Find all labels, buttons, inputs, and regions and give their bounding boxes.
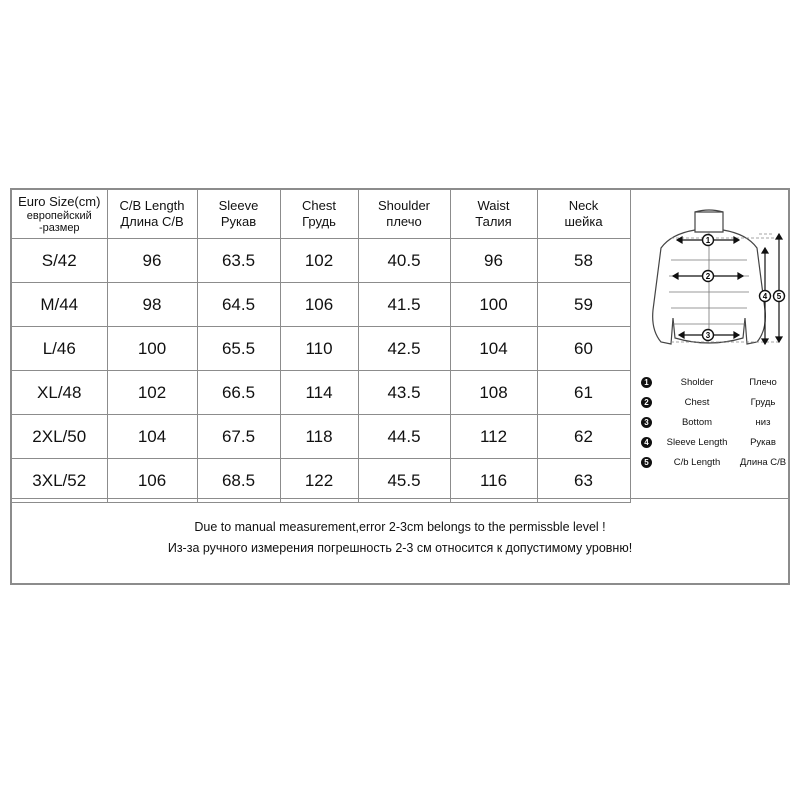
note-en: Due to manual measurement,error 2-3cm belongs to the permissble level ! [194,520,606,534]
chest-cell: 106 [280,283,358,327]
measurement-legend [641,374,789,474]
header-shoulder [358,190,450,239]
header-chest [280,190,358,239]
header-size-ru: европейский [26,210,92,222]
sleeve-cell: 67.5 [197,415,280,459]
header-waist [450,190,537,239]
chest-cell: 110 [280,327,358,371]
waist-cell: 104 [450,327,537,371]
cb-length-cell: 96 [107,239,197,283]
header-neck-en: Neck [568,198,599,213]
jacket-collar [695,212,723,232]
measurement-note [12,498,788,583]
waist-cell: 112 [450,415,537,459]
chest-cell: 114 [280,371,358,415]
legend-item [641,414,789,434]
header-cb-length [107,190,197,239]
header-sleeve-ru: Рукав [220,214,257,229]
header-size [12,190,107,239]
legend-number: 2 [641,397,652,408]
neck-cell: 60 [537,327,630,371]
figure-marks [703,235,785,341]
size-table [12,190,631,503]
header-neck [537,190,630,239]
header-chest-ru: Грудь [302,214,336,229]
legend-item [641,434,789,454]
size-cell: 3XL/52 [12,459,107,503]
legend-label-en: Sleeve Length [666,437,728,448]
waist-cell: 100 [450,283,537,327]
table-row [12,371,630,415]
cb-length-cell: 104 [107,415,197,459]
waist-cell: 116 [450,459,537,503]
chest-cell: 118 [280,415,358,459]
shoulder-cell: 45.5 [358,459,450,503]
waist-cell: 108 [450,371,537,415]
table-row [12,327,630,371]
sleeve-cell: 66.5 [197,371,280,415]
legend-label-en: Chest [684,397,710,408]
legend-item [641,394,789,414]
mark-5: 5 [776,292,782,301]
mark-3: 3 [705,331,711,340]
jacket-illustration [631,190,789,370]
size-chart [10,188,790,585]
sleeve-cell: 64.5 [197,283,280,327]
shoulder-cell: 41.5 [358,283,450,327]
mark-1: 1 [705,236,711,245]
table-header-row [12,190,630,239]
legend-number: 1 [641,377,652,388]
sleeve-cell: 65.5 [197,327,280,371]
legend-label-ru: Плечо [749,377,777,388]
legend-label-ru: Длина С/В [739,457,787,468]
mark-4: 4 [762,292,768,301]
size-cell: 2XL/50 [12,415,107,459]
size-cell: L/46 [12,327,107,371]
shoulder-cell: 43.5 [358,371,450,415]
header-shoulder-ru: плечо [386,214,422,229]
legend-number: 5 [641,457,652,468]
legend-number: 3 [641,417,652,428]
neck-cell: 58 [537,239,630,283]
waist-cell: 96 [450,239,537,283]
header-waist-en: Waist [477,198,510,213]
header-size-en: Euro Size(cm) [18,194,101,209]
header-neck-ru: шейка [564,214,603,229]
size-cell: XL/48 [12,371,107,415]
header-cb-length-en: C/B Length [119,198,185,213]
legend-label-en: C/b Length [673,457,721,468]
neck-cell: 61 [537,371,630,415]
shoulder-cell: 44.5 [358,415,450,459]
header-size-ru2: -размер [38,222,80,234]
legend-label-ru: Рукав [750,437,776,448]
shoulder-cell: 42.5 [358,327,450,371]
legend-label-en: Sholder [680,377,714,388]
size-cell: S/42 [12,239,107,283]
legend-number: 4 [641,437,652,448]
header-waist-ru: Талия [475,214,512,229]
table-row [12,459,630,503]
cb-length-cell: 106 [107,459,197,503]
table-row [12,415,630,459]
mark-2: 2 [705,272,711,281]
cb-length-cell: 100 [107,327,197,371]
arrow-heads [673,234,782,344]
chest-cell: 102 [280,239,358,283]
measurement-figure [630,190,790,498]
legend-item [641,454,789,474]
size-cell: M/44 [12,283,107,327]
cb-length-cell: 98 [107,283,197,327]
chest-cell: 122 [280,459,358,503]
header-cb-length-ru: Длина С/В [120,214,184,229]
note-ru: Из-за ручного измерения погрешность 2-3 см относится к допустимому уровню! [167,541,633,555]
neck-cell: 63 [537,459,630,503]
legend-item [641,374,789,394]
sleeve-cell: 68.5 [197,459,280,503]
cb-length-cell: 102 [107,371,197,415]
legend-label-ru: Грудь [750,397,776,408]
neck-cell: 62 [537,415,630,459]
header-shoulder-en: Shoulder [377,198,431,213]
header-sleeve-en: Sleeve [218,198,259,213]
neck-cell: 59 [537,283,630,327]
sleeve-cell: 63.5 [197,239,280,283]
header-sleeve [197,190,280,239]
legend-label-ru: низ [755,417,771,428]
header-chest-en: Chest [302,198,336,213]
shoulder-cell: 40.5 [358,239,450,283]
table-row [12,239,630,283]
table-row [12,283,630,327]
legend-label-en: Bottom [681,417,713,428]
